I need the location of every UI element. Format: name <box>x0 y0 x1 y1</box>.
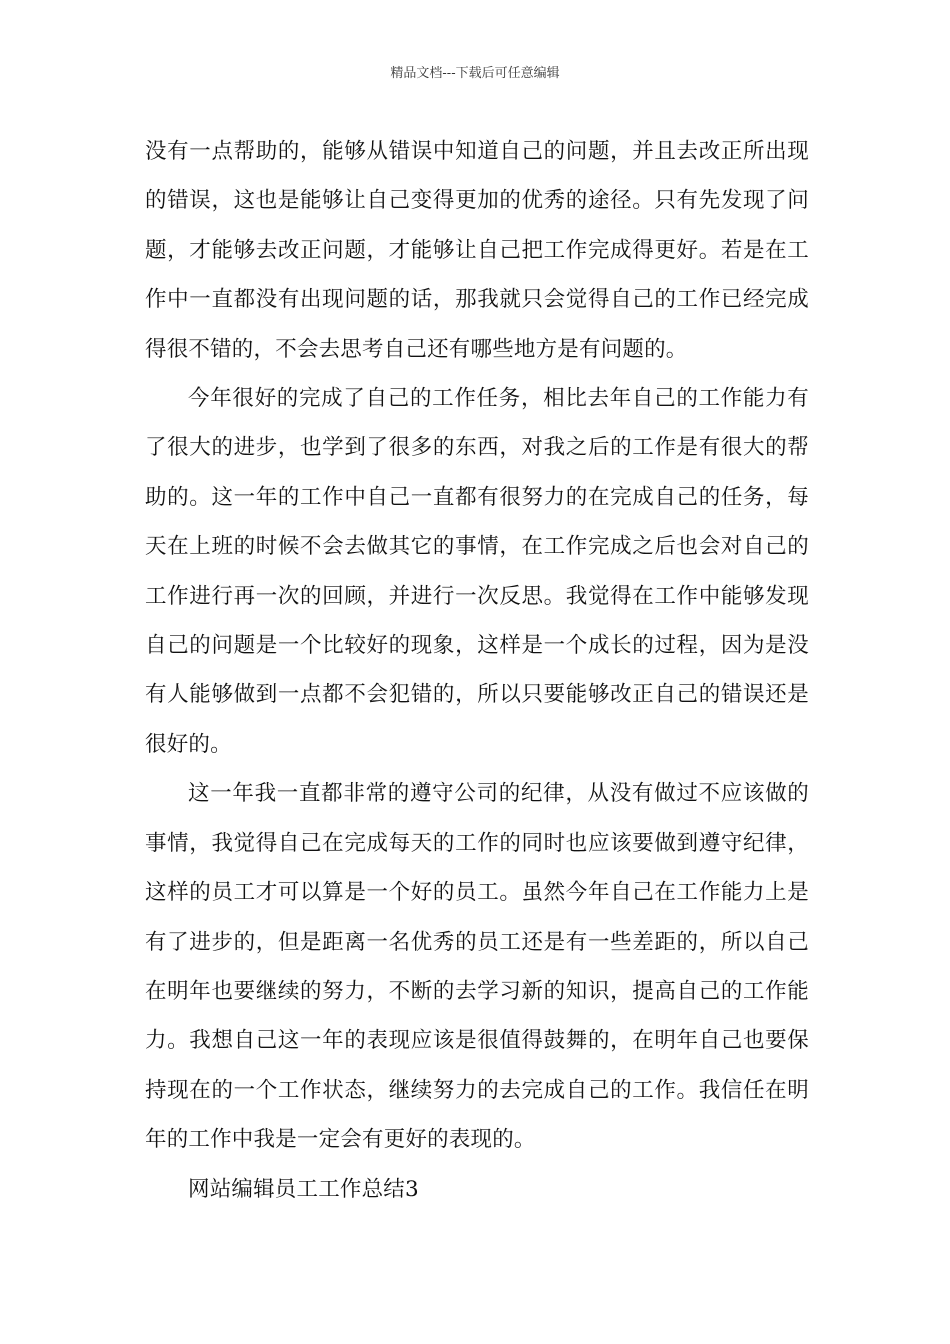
paragraph: 这一年我一直都非常的遵守公司的纪律，从没有做过不应该做的事情，我觉得自己在完成每天的工作的同时也应该要做到遵守纪律，这样的员工才可以算是一个好的员工。虽然今年自己在工作能力上是有了进步的，但是距离一名优秀的员工还是有一些差距的，所以自己在明年也要继续的努力，不断的去学习新的知识，提高自己的工作能力。我想自己这一年的表现应该是很值得鼓舞的，在明年自己也要保持现在的一个工作状态，继续努力的去完成自己的工作。我信任在明年的工作中我是一定会有更好的表现的。 <box>145 781 809 1153</box>
document-body <box>145 127 809 1214</box>
page-header: 精品文档---下载后可任意编辑 <box>390 66 560 81</box>
paragraph-continued: 没有一点帮助的，能够从错误中知道自己的问题，并且去改正所出现的错误，这也是能够让自己变得更加的优秀的途径。只有先发现了问题，才能够去改正问题，才能够让自己把工作完成得更好。若是在工作中一直都没有出现问题的话，那我就只会觉得自己的工作已经完成得很不错的，不会去思考自己还有哪些地方是有问题的。 <box>145 139 809 362</box>
paragraph: 今年很好的完成了自己的工作任务，相比去年自己的工作能力有了很大的进步，也学到了很多的东西，对我之后的工作是有很大的帮助的。这一年的工作中自己一直都有很努力的在完成自己的任务，每天在上班的时候不会去做其它的事情，在工作完成之后也会对自己的工作进行再一次的回顾，并进行一次反思。我觉得在工作中能够发现自己的问题是一个比较好的现象，这样是一个成长的过程，因为是没有人能够做到一点都不会犯错的，所以只要能够改正自己的错误还是很好的。 <box>145 386 809 757</box>
section-heading: 网站编辑员工工作总结3 <box>188 1176 419 1202</box>
